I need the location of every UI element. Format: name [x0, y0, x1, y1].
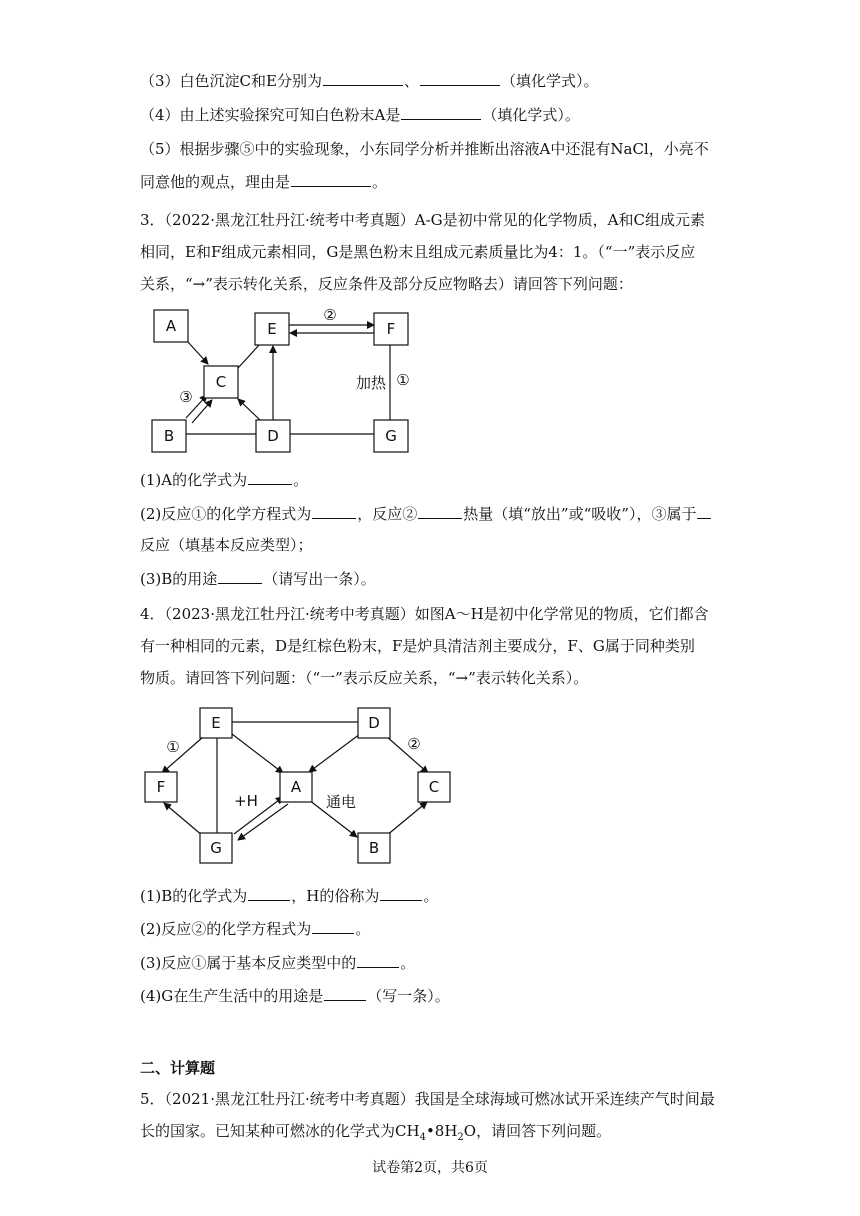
q3-sub3-text: (3)B的用途	[140, 570, 218, 588]
punct: 。	[423, 887, 439, 905]
subscript: 4	[419, 1132, 426, 1143]
formula-part: •8H	[425, 1122, 458, 1140]
q4-sub2-text: (2)反应②的化学方程式为	[140, 920, 312, 938]
q3-sub3	[140, 568, 376, 589]
q2-part5-text2: 同意他的观点，理由是	[140, 173, 291, 191]
q3-stem-text1: 3．（2022·黑龙江牡丹江·统考中考真题）A-G是初中常见的化学物质，A和C组成元素	[140, 211, 705, 229]
answer-blank[interactable]	[248, 469, 292, 485]
reaction-label-2: ②	[407, 735, 421, 753]
arrow-b-c	[386, 802, 427, 836]
q5-stem-line2	[140, 1121, 611, 1148]
node-label-d: D	[368, 714, 380, 732]
q5-stem-text1: 5．（2021·黑龙江牡丹江·统考中考真题）我国是全球海域可燃冰试开采连续产气时间最	[140, 1090, 715, 1108]
q5-stem-text3: O，请回答下列问题。	[463, 1122, 612, 1140]
arrow-d-c	[238, 399, 260, 420]
answer-blank[interactable]	[420, 70, 500, 86]
q4-stem-text2: 有一种相同的元素，D是红棕色粉末，F是炉具清洁剂主要成分，F、G属于同种类别	[140, 637, 695, 655]
answer-blank[interactable]	[697, 503, 711, 519]
node-label-f: F	[156, 778, 166, 796]
reaction-label-3: ③	[179, 388, 193, 406]
q3-sub2-text: (2)反应①的化学方程式为	[140, 505, 312, 523]
arrow-b-c-2	[192, 400, 212, 423]
answer-blank[interactable]	[324, 985, 366, 1001]
q3-sub1-text: (1)A的化学式为	[140, 471, 248, 489]
q4-diagram	[140, 700, 460, 870]
line-c-e	[238, 344, 260, 368]
q2-part4-hint: （填化学式）。	[482, 106, 580, 124]
q3-diagram	[140, 300, 430, 460]
answer-blank[interactable]	[248, 885, 290, 901]
node-label-b: B	[163, 427, 175, 445]
q4-stem-line3	[140, 668, 588, 688]
node-label-e: E	[267, 320, 277, 338]
q4-sub1-text: (1)B的化学式为	[140, 887, 248, 905]
answer-blank[interactable]	[380, 885, 422, 901]
punct: 。	[400, 954, 416, 972]
q3-sub2	[140, 503, 712, 524]
condition-electrolysis: 通电	[325, 793, 357, 811]
q2-part4	[140, 104, 580, 125]
q4-sub4-text: (4)G在生产生活中的用途是	[140, 987, 324, 1005]
q4-sub3	[140, 952, 415, 973]
condition-heat: 加热	[355, 374, 387, 392]
q2-part5-line1	[140, 139, 709, 159]
q2-part3	[140, 70, 599, 91]
q2-part4-text: （4）由上述实验探究可知白色粉末A是	[140, 106, 401, 124]
q4-stem-line1	[140, 604, 709, 624]
node-label-e: E	[211, 714, 221, 732]
q2-part3-text: （3）白色沉淀C和E分别为	[140, 72, 322, 90]
q3-sub2-cont	[140, 535, 313, 555]
q4-stem-text1: 4．（2023·黑龙江牡丹江·统考中考真题）如图A～H是初中化学常见的物质，它们都含	[140, 605, 709, 623]
q4-sub4	[140, 985, 450, 1006]
q2-part3-hint: （填化学式）。	[501, 72, 599, 90]
reaction-label-2: ②	[323, 306, 337, 324]
q3-sub3-hint: （请写出一条）。	[263, 570, 376, 588]
q3-sub2-text2: ，反应②	[357, 505, 418, 523]
q4-stem-text3: 物质。请回答下列问题：（“一”表示反应关系，“→”表示转化关系）。	[140, 669, 589, 687]
q3-stem-line1	[140, 210, 705, 230]
node-label-g: G	[210, 839, 222, 857]
answer-blank[interactable]	[401, 104, 481, 120]
node-label-a: A	[290, 778, 302, 796]
node-label-f: F	[386, 320, 396, 338]
q4-sub3-text: (3)反应①属于基本反应类型中的	[140, 954, 357, 972]
answer-blank[interactable]	[218, 568, 262, 584]
q3-sub2-text3: 热量（填“放出”或“吸收”），③属于	[463, 505, 697, 523]
q4-sub1	[140, 885, 438, 906]
q3-stem-line3	[140, 274, 633, 294]
q2-part5-text: （5）根据步骤⑤中的实验现象，小东同学分析并推断出溶液A中还混有NaCl，小亮不	[140, 140, 709, 158]
node-label-c: C	[215, 373, 227, 391]
answer-blank[interactable]	[357, 952, 399, 968]
answer-blank[interactable]	[312, 503, 356, 519]
subscript: 2	[457, 1132, 464, 1143]
q3-sub1	[140, 469, 308, 490]
arrow-e-a	[232, 734, 283, 773]
q3-stem-text3: 关系，“→”表示转化关系，反应条件及部分反应物略去）请回答下列问题：	[140, 275, 633, 293]
answer-blank[interactable]	[418, 503, 462, 519]
separator: 、	[403, 72, 419, 90]
q4-sub4-hint: （写一条）。	[367, 987, 450, 1005]
q5-stem-text2: 长的国家。已知某种可燃冰的化学式为CH	[140, 1122, 420, 1140]
node-label-b: B	[368, 839, 380, 857]
q2-part5-line2	[140, 171, 387, 192]
arrow-a-c	[188, 342, 208, 364]
answer-blank[interactable]	[291, 171, 371, 187]
arrow-d-a	[309, 734, 360, 772]
q3-sub2-text4: 反应（填基本反应类型）；	[140, 536, 313, 554]
page-number: 试卷第2页，共6页	[372, 1160, 488, 1176]
q4-sub2	[140, 918, 370, 939]
reaction-label-1: ①	[166, 738, 180, 756]
node-label-a: A	[165, 317, 177, 335]
arrow-g-f	[164, 803, 203, 836]
page-footer	[0, 1157, 860, 1177]
answer-blank[interactable]	[323, 70, 403, 86]
reagent-plus-h: +H	[234, 792, 258, 810]
node-label-g: G	[385, 427, 397, 445]
q5-stem-line1	[140, 1089, 715, 1109]
q4-sub1-text2: ，H的俗称为	[291, 887, 380, 905]
q3-stem-text2: 相同，E和F组成元素相同，G是黑色粉末且组成元素质量比为4：1。（“一”表示反应	[140, 243, 696, 261]
section-title-text: 二、计算题	[140, 1059, 216, 1077]
section-title	[140, 1058, 215, 1078]
node-label-c: C	[428, 778, 440, 796]
answer-blank[interactable]	[312, 918, 354, 934]
punct: 。	[355, 920, 371, 938]
q3-stem-line2	[140, 242, 695, 262]
punct: 。	[372, 173, 388, 191]
node-label-d: D	[267, 427, 279, 445]
punct: 。	[293, 471, 309, 489]
reaction-label-1: ①	[396, 371, 410, 389]
q4-stem-line2	[140, 636, 695, 656]
